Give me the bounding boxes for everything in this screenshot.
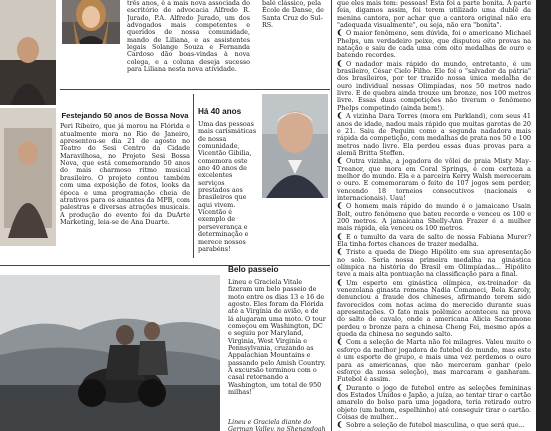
olympics-paragraph: Com a seleção de Marta não foi milagres. Valeu muito o esforço da melhor jogadora de futebol do mundo, mas este é um esporte de grupo, e mais uma vez perdemos o ouro para as americanas, que não merceram ganhar (pelo esforço da nossa seleção), mas marcaram e ganharam. Futebol é assim.: [337, 338, 531, 384]
column-divider: [193, 94, 194, 258]
moon-bullet-icon: [337, 112, 344, 119]
olympics-paragraph: Sobre a seleção de futebol masculina, o que será que...: [337, 421, 531, 429]
moon-bullet-icon: [337, 384, 344, 391]
vicentao-photo: [262, 94, 328, 198]
olympics-paragraph: O maior fenômeno, sem dúvida, foi o americano Michael Phelps, um verdadeiro peixe, que disputou oito provas na natação e saiu de cada uma com oito medalhas de ouro e batendo recordes.: [337, 29, 531, 60]
olympics-notes-column: [337, 0, 531, 431]
belo-passeio-title: Belo passeio: [228, 265, 279, 274]
moon-bullet-icon: [337, 279, 344, 286]
ballet-text: balé clássico, pela École de Danse, de Santa Cruz do Sul-RS.: [262, 0, 324, 30]
belo-passeio-article: [228, 265, 326, 431]
section-divider: [60, 89, 330, 90]
page-edge-strip: [536, 0, 551, 431]
ha-40-anos-title: Há 40 anos: [198, 107, 242, 116]
moon-bullet-icon: [337, 157, 344, 164]
portrait-photo-woman: [62, 0, 120, 44]
belo-passeio-body: Lineu e Graciela Vitale fizeram um belo passeio de moto entre os dias 13 e 16 de agosto. Eles foram da Flórida até a Virgínia de avião, e de lá alugaram uma moto. O tour começou em Washington, DC e seguiu por Maryland, Virginia, West Virginia e Pennsylvania, cruzando as Appalachian Mountains e passando pelo Amish Country. A excursão terminou com o casal retornando a Washington, um total de 950 milhas!: [228, 278, 326, 397]
olympics-paragraph: Outra vizinha, a jogadora de vôlei de praia Misty May-Treanor, que mora em Coral Springs, é com certeza a melhor do mundo. Ela e a parceira Kerry Walsh mereceram o ouro. E comemoraram o feito de 107 jogos sem perder, vencendo 18 torneios consecutivos (nacionais e internacionais). Uau!: [337, 157, 531, 202]
olympics-paragraph: Triste a queda de Diego Hipólito em sua apresentação no solo. Seria nossa primeira medalha na ginástica olímpica na história do Brasil em Olimpíadas... Hipólito teve a mais alta pontuação na classificação para a final.: [337, 248, 531, 279]
olympics-paragraph: E o tumulto da vara de salto de nossa Fabiana Murer? Ela tinha fortes chances de trazer medalha.: [337, 232, 531, 248]
bossa-nova-article: [60, 111, 190, 261]
olympics-paragraph: A vizinha Dara Torres (mora em Parkland), com seus 41 anos de idade, nadou mais rápido que muitas garotas de 20 e 21. Saiu de Pequim como a segunda nadadora mais rápida da competição, com medalhas de prata nos 50 e 100 metros nado livre. Ela perdeu essas duas provas para a alemã Britta Steffen.: [337, 112, 531, 157]
olympics-paragraph: O homem mais rápido do mundo é o jamaicano Usain Bolt, outro fenômeno que bateu recorde e venceu os 100 e 200 metros. A jamaicana Shelly-Ann Frazer é a mulher mais rápida, ela venceu os 100 metros.: [337, 202, 531, 233]
olympics-paragraph: que eles mais tem: pessoas! Esta foi a parte bonita. A parte feia, digamos assim, foi terem utilizado uma dublê da menina cantora, por achar que a cantora original não era "adequada visualmente", ou seja, não era "bonita".: [337, 0, 531, 30]
motorcycle-photo: [0, 275, 220, 431]
olympics-paragraph: Um esperto em ginástica olímpica, ex-treinador da venezolana ginasta romena Nadia Comaneci, Bela Karoly, denunciou a fraude dos chineses, afirmando terem sido favorecidos com notas acima do merecido durante suas apresentações. O fato mais polêmico aconteceu na prova do salto de cavalo, onde a americana Alicia Sacramone perdeu o bronze para a chinesa Cheng Fei, mesmo após a queda da chinesa no segundo salto.: [337, 278, 531, 339]
bossa-event-photo: [0, 108, 56, 246]
associate-lawyer-text: três anos, é a mais nova associada do escritório de advocacia Alfredo R. Jurado, P.A. Alfredo Jurado, um dos advogados mais competentes e queridos de nossa comunidade, mando de Liliana, e as assistentes legais Solange Souza e Fernanda Cardoso dão boas-vindas à nova colega, e a coluna deseja sucesso para Liliana nesta nova atividade.: [127, 0, 250, 74]
belo-passeio-caption: Lineu e Graciela diante do German Valley, no Shenandoah: [228, 418, 326, 431]
bossa-nova-body: Peri Ribeiro, que já morou na Flórida e atualmente mora no Rio de Janeiro, apresentou-se dia 21 de agosto no Teatro do Sesi Centro da Cidade Maravilhosa, no Projeto Sesi Bossa Nova, que está comemorando 50 anos do mais charmoso ritmo musical brasileiro. O projeto contou também com uma exposição de fotos, looks da época e uma programação cheia de atrativos para os amantes da MPB, com palestras e diversas atrações musicais. A produção do evento foi da DuArte Marketing, leia-se de Ana Duarte.: [60, 122, 190, 226]
column-divider: [331, 0, 332, 431]
moon-bullet-icon: [337, 338, 344, 345]
ballet-article-snippet: [262, 0, 326, 36]
moon-bullet-icon: [337, 233, 344, 240]
olympics-paragraph: O nadador mais rápido do mundo, entretanto, é um brasileiro, César Cielo Filho. Ele foi o "salvador da pátria" dos brasileiros, por ter trazido nossa única medalha de ouro individual nessas Olimpíadas, nos 50 metros nado livre. E de quebra ainda trouxe um bronze, nos 100 metros livre. Essas duas competições não tiveram o fenômeno Phelps competindo (ainda bem!).: [337, 59, 531, 112]
bossa-nova-title: Festejando 50 anos de Bossa Nova: [61, 111, 189, 120]
moon-bullet-icon: [337, 248, 344, 255]
singer-photo: [0, 0, 56, 105]
olympics-paragraph: Durante o jogo de futebol entre as seleções femininas dos Estados Unidos e Japão, a juíza, ao tentar tirar o cartão amarelo do bolso para uma jogadora, teria retirado outro objeto (um batom, espelhinho) até conseguir tirar o cartão. Coisas de mulher...: [337, 383, 531, 421]
ha-40-anos-body: Uma das pessoas mais carismáticas de nossa comunidade, Vicentão Gibilia, comemora este ano 40 anos de excelentes serviços prestados aos brasileiros que aqui vivem. Vicentão é exemplo de perseverança e determinação e merece nossos parabéns!: [198, 120, 257, 253]
ha-40-anos-article: [198, 107, 258, 257]
moon-bullet-icon: [337, 421, 344, 428]
moon-bullet-icon: [337, 60, 344, 67]
moon-bullet-icon: [337, 29, 344, 36]
ballet-photo: [212, 0, 252, 18]
moon-bullet-icon: [337, 202, 344, 209]
